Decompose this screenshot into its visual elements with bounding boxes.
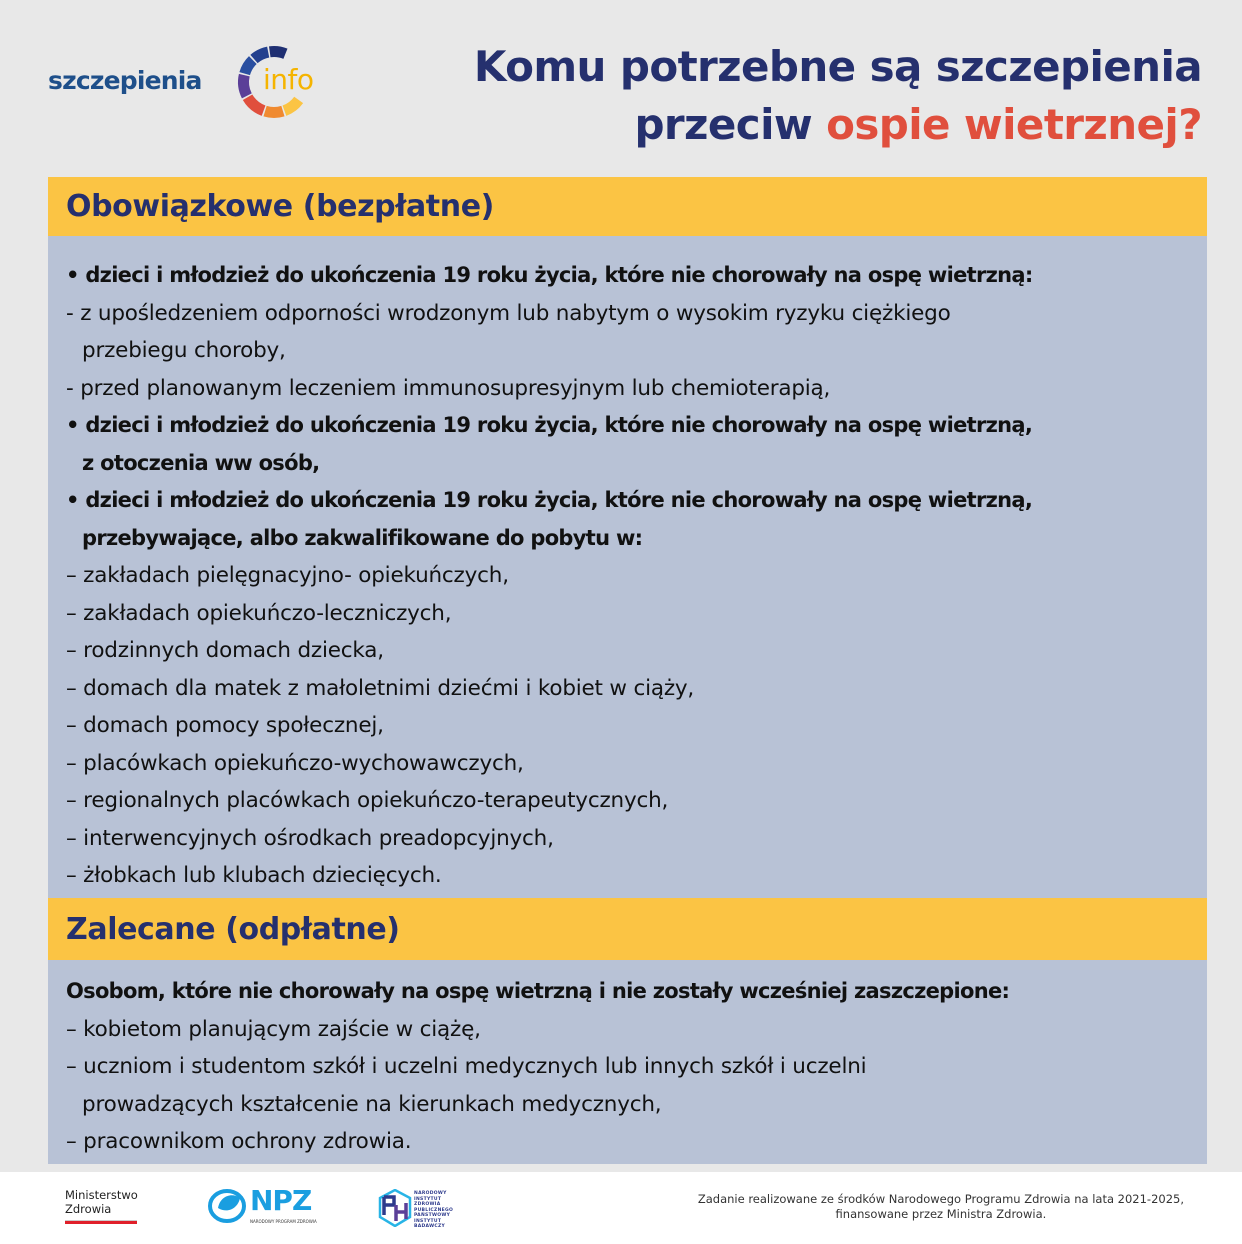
list-item: – domach pomocy społecznej,: [66, 713, 384, 738]
funding-note-line-1: Zadanie realizowane ze środków Narodowego Programu Zdrowia na lata 2021-2025,: [697, 1192, 1184, 1206]
nizp-pzh-logo: [378, 1189, 473, 1229]
ministry-line-2: Zdrowia: [65, 1202, 112, 1216]
title-plain: przeciw: [634, 100, 813, 149]
section-heading-recommended: [48, 898, 1207, 960]
logo-ring-segment: [269, 46, 287, 59]
pzh-text-line: INSTYTUT: [414, 1196, 442, 1202]
list-item-bold: • dzieci i młodzież do ukończenia 19 roku życia, które nie chorowały na ospę wietrzną,: [66, 488, 1033, 512]
list-item-bold: Osobom, które nie chorowały na ospę wietrzną i nie zostały wcześniej zaszczepione:: [66, 979, 1010, 1003]
ministry-line-1: Ministerstwo: [65, 1188, 138, 1202]
list-item: – placówkach opiekuńczo-wychowawczych,: [66, 750, 524, 776]
list-item: – pracownikom ochrony zdrowia.: [66, 1129, 412, 1154]
funding-note-line-2: finansowane przez Ministra Zdrowia.: [835, 1207, 1047, 1221]
page-title: [474, 38, 1202, 154]
npz-logo: [208, 1186, 318, 1226]
funding-note: [698, 1192, 1184, 1222]
list-item: – kobietom planującym zajście w ciążę,: [66, 1016, 481, 1042]
list-item-bold: przebywające, albo zakwalifikowane do pobytu w:: [82, 525, 643, 550]
section-body-mandatory: [48, 236, 1207, 898]
list-item: – zakładach opiekuńczo-leczniczych,: [66, 600, 452, 626]
npz-text: NPZ: [250, 1184, 312, 1217]
pzh-text-line: BADAWCZY: [414, 1224, 446, 1229]
pzh-text: [414, 1191, 473, 1230]
list-item: – rodzinnych domach dziecka,: [66, 638, 384, 663]
logo-ring-segment: [283, 97, 304, 116]
pzh-emblem-icon: [378, 1189, 412, 1227]
pzh-text-line: ZDROWIA: [414, 1202, 441, 1207]
title-accent: ospie wietrznej?: [826, 100, 1202, 149]
logo-text-info: info: [263, 63, 314, 96]
logo-text-main: szczepienia: [48, 66, 202, 95]
npz-drop-icon: [208, 1186, 248, 1226]
list-item-bold: • dzieci i młodzież do ukończenia 19 roku życia, które nie chorowały na ospę wietrzną:: [66, 263, 1033, 287]
ministry-flag-bar: [65, 1220, 137, 1224]
list-item: – domach dla matek z małoletnimi dziećmi i kobiet w ciąży,: [66, 675, 695, 701]
list-item: – interwencyjnych ośrodkach preadopcyjnych,: [66, 825, 554, 851]
section-heading-mandatory: [48, 177, 1207, 236]
list-item: prowadzących kształcenie na kierunkach medycznych,: [82, 1091, 662, 1117]
section-heading-text: Obowiązkowe (bezpłatne): [66, 189, 494, 224]
list-item: – zakładach pielęgnacyjno- opiekuńczych,: [66, 563, 509, 588]
logo-ring-segment: [263, 106, 284, 118]
list-item: – żłobkach lub klubach dziecięcych.: [66, 863, 442, 888]
npz-subtitle: NARODOWY PROGRAM ZDROWIA: [250, 1219, 317, 1224]
list-item: – uczniom i studentom szkół i uczelni medycznych lub innych szkół i uczelni: [66, 1054, 867, 1079]
ministry-of-health-logo: [65, 1188, 138, 1216]
list-item: przebiegu choroby,: [82, 338, 286, 363]
title-line-1: Komu potrzebne są szczepienia: [473, 42, 1202, 91]
list-item: - przed planowanym leczeniem immunosupresyjnym lub chemioterapią,: [66, 375, 831, 401]
pzh-text-line: NARODOWY: [414, 1191, 447, 1196]
logo-ring-segment: [243, 95, 266, 116]
section-heading-text: Zalecane (odpłatne): [66, 911, 400, 947]
footer: [0, 1172, 1242, 1244]
logo-ring-segment: [238, 74, 252, 98]
section-body-recommended: [48, 960, 1207, 1164]
list-item: - z upośledzeniem odporności wrodzonym lub nabytym o wysokim ryzyku ciężkiego: [66, 300, 951, 326]
pzh-text-line: PUBLICZNEGO: [414, 1207, 454, 1213]
szczepienia-info-logo: [48, 42, 328, 122]
pzh-text-line: PAŃSTWOWY INSTYTUT: [414, 1213, 451, 1224]
list-item-bold: • dzieci i młodzież do ukończenia 19 roku życia, które nie chorowały na ospę wietrzną,: [66, 413, 1033, 437]
title-line-2: [474, 96, 1202, 154]
list-item: – regionalnych placówkach opiekuńczo-terapeutycznych,: [66, 788, 669, 813]
list-item-bold: z otoczenia ww osób,: [82, 450, 320, 475]
